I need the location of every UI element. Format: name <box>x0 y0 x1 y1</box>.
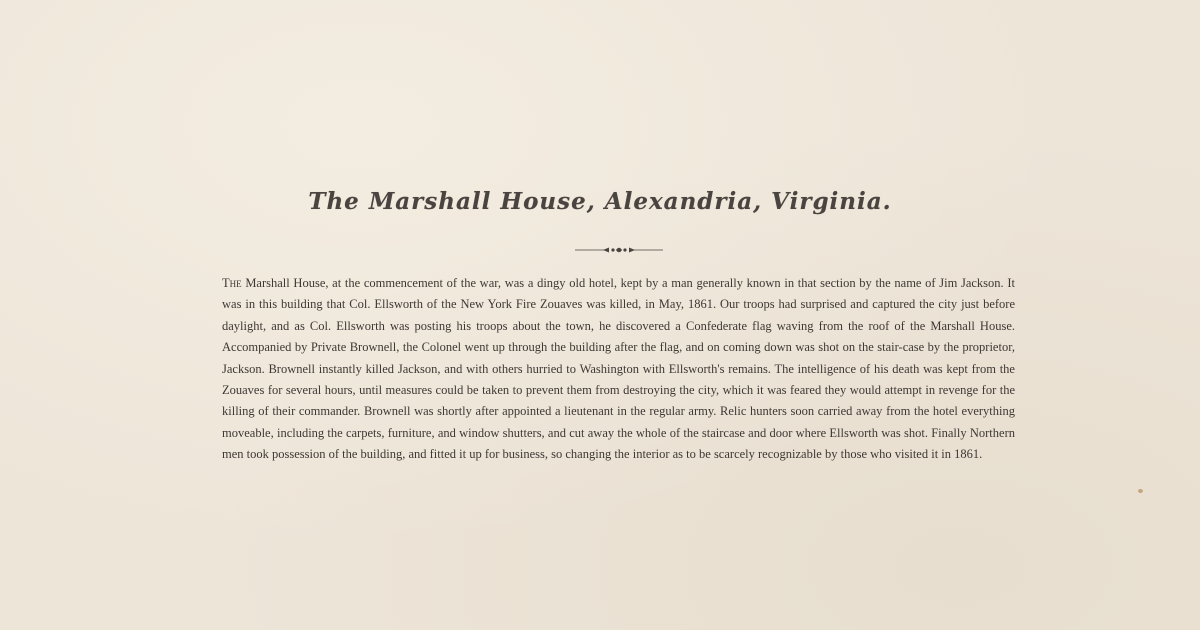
paper-blemish <box>1138 489 1143 493</box>
page-title: The Marshall House, Alexandria, Virginia. <box>308 188 892 215</box>
ornament-divider <box>575 244 663 256</box>
paragraph-lead-word: The <box>222 276 242 290</box>
paragraph-text: Marshall House, at the commencement of the war, was a dingy old hotel, kept by a man generally known in that section by the name of Jim Jackson. It was in this building that Col. Ellsworth of the New York Fire Zouaves was killed, in May, 1861. Our troops had surprised and captured the city just before daylight, and as Col. Ellsworth was posting his troops about the town, he discovered a Confederate flag waving from the roof of the Marshall House. Accompanied by Private Brownell, the Colonel went up through the building after the flag, and on coming down was shot on the stair-case by the proprietor, Jackson. Brownell instantly killed Jackson, and with others hurried to Washington with Ellsworth's remains. The intelligence of his death was kept from the Zouaves for several hours, until measures could be taken to prevent them from destroying the city, which it was feared they would attempt in revenge for the killing of their commander. Brownell was shortly after appointed a lieutenant in the regular army. Relic hunters soon carried away from the hotel everything moveable, including the carpets, furniture, and window shutters, and cut away the whole of the staircase and door where Ellsworth was shot. Finally Northern men took possession of the building, and fitted it up for business, so changing the interior as to be scarcely recognizable by those who visited it in 1861. <box>222 276 1015 462</box>
body-paragraph <box>222 273 1015 466</box>
